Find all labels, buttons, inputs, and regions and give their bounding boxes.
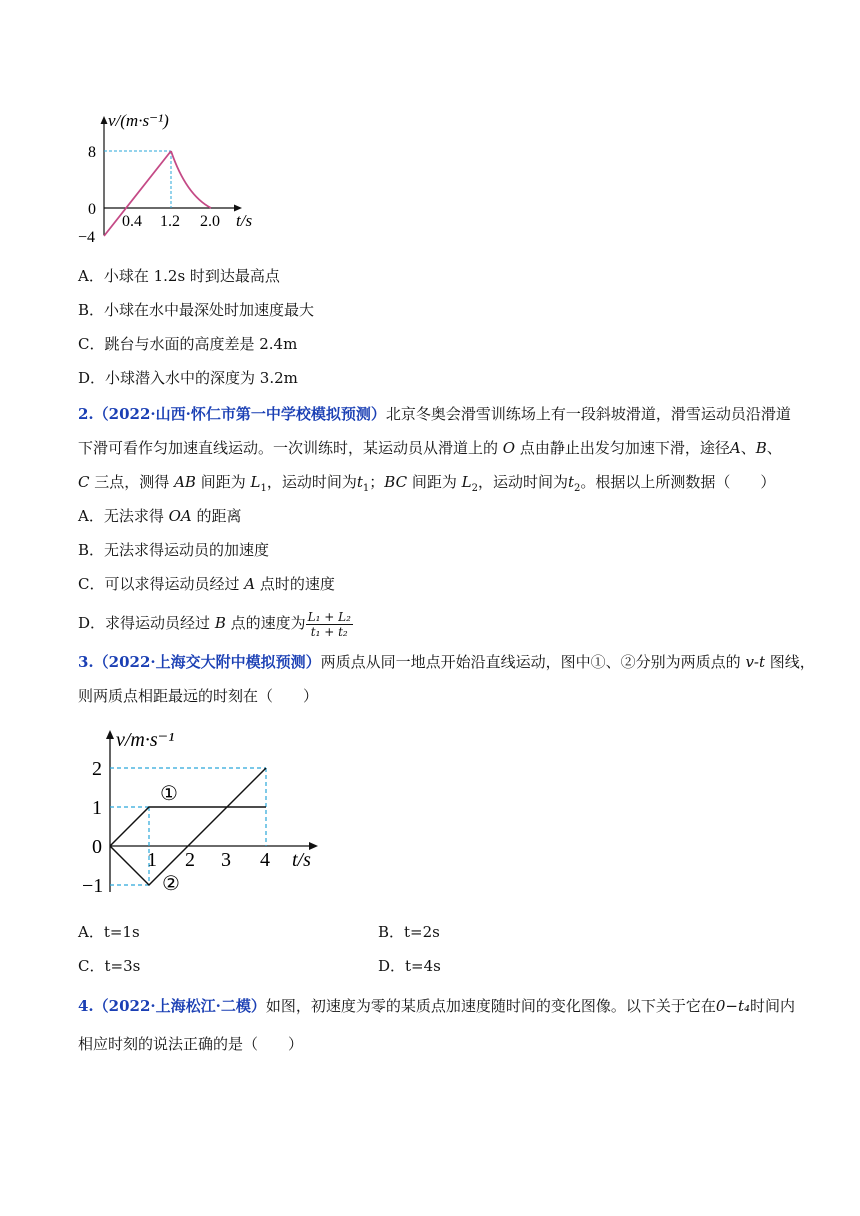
q3-source: 3.（2022·上海交大附中模拟预测） [78,653,321,671]
q3-option-d[interactable]: D．t=4s [378,957,441,975]
q2-option-c[interactable] [78,574,335,594]
q2-point-c: C [78,473,90,491]
q2-text-3a: 三点，测得 [94,473,170,491]
q2-l1-sub: 1 [260,483,267,494]
fig2-ylabel: v/m·s⁻¹ [116,729,175,751]
q2-opt-c-pre: C．可以求得运动员经过 [78,575,240,593]
fig2-ytick-neg1: −1 [82,875,104,897]
q2-opt-d-b: B [214,614,226,632]
q4-interval: 0−t₄ [715,997,751,1015]
q2-point-a: A [729,439,741,457]
q1-option-a[interactable]: A．小球在 1.2s 时到达最高点 [78,267,280,285]
q2-stem-line-1 [78,404,791,424]
q3-option-c[interactable]: C．t=3s [78,957,141,975]
q2-opt-d-pre: D．求得运动员经过 [78,614,211,632]
q2-option-b[interactable]: B．无法求得运动员的加速度 [78,541,270,559]
q2-opt-a-post: 的距离 [196,507,242,525]
q2-opt-a-pre: A．无法求得 [78,507,164,525]
q2-opt-d-post: 点的速度为 [230,614,306,632]
fig1-xlabel: t/s [236,211,253,230]
fig1-ytick-8: 8 [88,144,96,161]
figure-1-vt-graph [76,110,276,250]
q1-option-d[interactable]: D．小球潜入水中的深度为 3.2m [78,369,298,387]
fig1-xtick-12: 1.2 [160,213,180,230]
q2-t1-sub: 1 [362,483,370,494]
q4-source: 4.（2022·上海松江·二模） [78,997,266,1015]
fig2-label-2: ② [162,873,180,895]
q2-stem-line-2 [78,438,782,458]
q3-vt: v-t [745,653,766,671]
q2-text-3e: 间距为 [411,473,457,491]
fig2-ytick-1: 1 [92,797,102,819]
fig1-ytick-neg4: −4 [78,229,96,246]
q2-sep-1: 、 [740,439,756,457]
fig2-xtick-2: 2 [185,849,195,871]
q2-point-b: B [755,439,767,457]
fig2-label-1: ① [160,783,178,805]
q2-text-3d: ； [369,473,385,491]
q2-text-2: 下滑可看作匀加速直线运动。一次训练时，某运动员从滑道上的 [78,439,499,457]
figure-2-vt-graph [80,724,330,899]
fig1-ytick-0: 0 [88,201,96,218]
q2-velocity-fraction [306,610,353,639]
q2-option-a[interactable] [78,506,242,526]
q2-l2: L [461,473,472,491]
q2-text-3b: 间距为 [200,473,246,491]
q2-t2: t [568,473,575,491]
q4-stem-line-2: 相应时刻的说法正确的是（ ） [78,1035,304,1053]
q3-text-1: 两质点从同一地点开始沿直线运动，图中①、②分别为两质点的 [320,653,741,671]
q2-point-o: O [502,439,516,457]
fig2-ytick-2: 2 [92,758,102,780]
q4-text-1b: 时间内 [750,997,796,1015]
q3-option-b[interactable]: B．t=2s [378,923,440,941]
q2-source: 2.（2022·山西·怀仁市第一中学校模拟预测） [78,405,386,423]
fig1-curve-segment [171,151,211,208]
fig2-xtick-3: 3 [221,849,231,871]
q2-text-3f: ，运动时间为 [477,473,568,491]
q2-t1: t [356,473,363,491]
fig1-ylabel: v/(m·s⁻¹) [108,111,169,130]
fig2-ytick-0: 0 [92,836,102,858]
q3-stem-line-2: 则两质点相距最远的时刻在（ ） [78,687,319,705]
q2-text-3c: ，运动时间为 [266,473,357,491]
fig2-xtick-1: 1 [147,849,157,871]
q2-l1: L [250,473,261,491]
q2-frac-den: t₁ + t₂ [310,624,348,639]
fig1-xtick-04: 0.4 [122,213,142,230]
fig1-y-arrow [101,116,108,124]
q2-stem-line-3 [78,472,775,499]
q3-stem-line-1 [78,652,815,672]
fig1-xtick-20: 2.0 [200,213,220,230]
q3-option-a[interactable]: A．t=1s [78,923,140,941]
q4-text-1: 如图，初速度为零的某质点加速度随时间的变化图像。以下关于它在 [265,997,716,1015]
q3-text-1b: 图线， [769,653,815,671]
q1-option-b[interactable]: B．小球在水中最深处时加速度最大 [78,301,315,319]
q2-text-3g: 。根据以上所测数据（ ） [580,473,776,491]
q2-opt-c-post: 点时的速度 [259,575,335,593]
q2-opt-c-a: A [244,575,256,593]
q2-option-d[interactable] [78,606,353,640]
q2-opt-a-oa: OA [168,507,192,525]
q2-seg-bc: BC [384,473,408,491]
q2-frac-num: L₁ + L₂ [307,609,351,624]
fig2-xtick-4: 4 [260,849,270,871]
q2-t2-sub: 2 [574,483,581,494]
fig2-y-arrow [106,730,114,739]
fig2-xlabel: t/s [292,849,311,871]
q4-stem-line-1 [78,996,795,1016]
q2-text-2b: 点由静止出发匀加速下滑，途径 [519,439,730,457]
q2-seg-ab: AB [174,473,196,491]
q2-l2-sub: 2 [471,483,478,494]
q2-text-1: 北京冬奥会滑雪训练场上有一段斜坡滑道，滑雪运动员沿滑道 [385,405,791,423]
fig2-line-1 [110,807,266,846]
q2-sep-2: 、 [766,439,782,457]
q1-option-c[interactable]: C．跳台与水面的高度差是 2.4m [78,335,298,353]
